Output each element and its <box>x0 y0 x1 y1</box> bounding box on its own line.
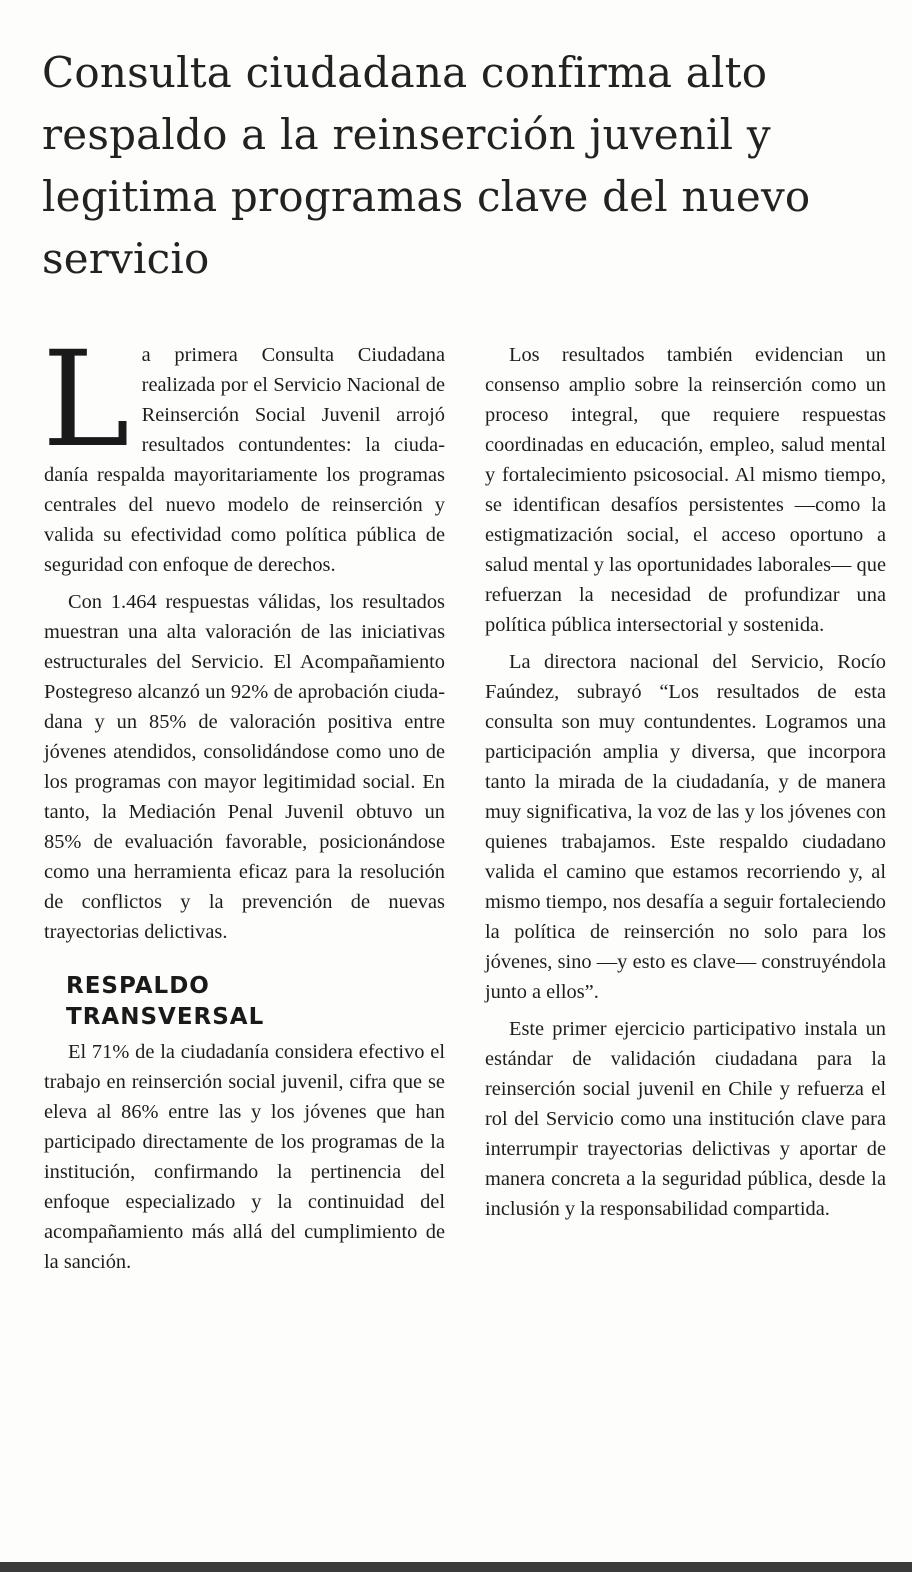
subheading-line-1: RESPALDO <box>66 973 210 999</box>
article-paragraph-5: La directora nacional del Servicio, Rocío Faúndez, subrayó “Los resultados de esta consulta son muy contundentes. Logramos una participación amplia y diversa, que incorpora tanto la mirada de la ciudadanía, y de manera muy significativa, la voz de las y los jóvenes con quienes trabajamos. Este respaldo ciudadano valida el camino que estamos recorriendo y, al mismo tiempo, nos desafía a seguir fortaleciendo la política de reinserción no solo para los jóvenes, sino —y esto es clave— construyéndola junto a ellos”. <box>485 651 886 1003</box>
article-paragraph-6: Este primer ejercicio participativo instala un estándar de validación ciudadana para la reinserción social juvenil en Chile y refuerza el rol del Servicio como una institución clave para interrumpir trayectorias delictivas y aportar de manera concreta a la seguridad pública, desde la inclusión y la responsabilidad compartida. <box>485 1018 886 1220</box>
article-column-left <box>42 323 445 1520</box>
article-headline: Consulta ciudadana confirma alto respaldo a la reinserción juvenil y legitima programas clave del nuevo servicio <box>42 48 811 283</box>
article-paragraph-2: Con 1.464 respuestas válidas, los resultados muestran una alta valoración de las iniciativas estructurales del Servicio. El Acompañamiento Postegreso alcanzó un 92% de aprobación ciudadana y un 85% de valoración positiva entre jóvenes atendidos, consolidándose como uno de los programas con mayor legitimidad social. En tanto, la Mediación Penal Juvenil obtuvo un 85% de evaluación favorable, posicionándose como una herramienta eficaz para la resolución de conflictos y la prevención de nuevas trayectorias delictivas. <box>44 591 445 943</box>
article-paragraph-1 <box>42 323 445 580</box>
article-column-right <box>485 340 886 1520</box>
article-paragraph-3: El 71% de la ciudadanía considera efectivo el trabajo en reinserción social juvenil, cifra que se eleva al 86% entre las y los jóvenes que han participado directamente de los programas de la institución, confirmando la pertinencia del enfoque especializado y la continuidad del acompañamiento más allá del cumplimiento de la sanción. <box>44 1041 445 1273</box>
article-paragraph-4: Los resultados también evidencian un consenso amplio sobre la reinserción como un proceso integral, que requiere respuestas coordinadas en educación, empleo, salud mental y fortalecimiento psicosocial. Al mismo tiempo, se identifican desafíos persistentes —como la estigmatización social, el acceso oportuno a salud mental y las oportunidades laborales— que refuerzan la necesidad de profundizar una política pública intersectorial y sostenida. <box>485 344 886 636</box>
subheading-line-2: TRANSVERSAL <box>66 1004 265 1030</box>
bottom-border <box>0 1562 912 1572</box>
article-paragraph-1-text: a primera Consulta Ciudadana realizada por el Servicio Nacional de Reinserción Social Juvenil arrojó resultados contundentes: la ciudadanía respalda mayoritariamente los programas centrales del nuevo modelo de reinserción y valida su efectividad como política pública de seguridad con enfoque de derechos. <box>44 344 445 576</box>
article-body <box>42 323 886 1520</box>
section-subheading <box>66 971 445 1033</box>
drop-cap: L <box>42 323 130 477</box>
